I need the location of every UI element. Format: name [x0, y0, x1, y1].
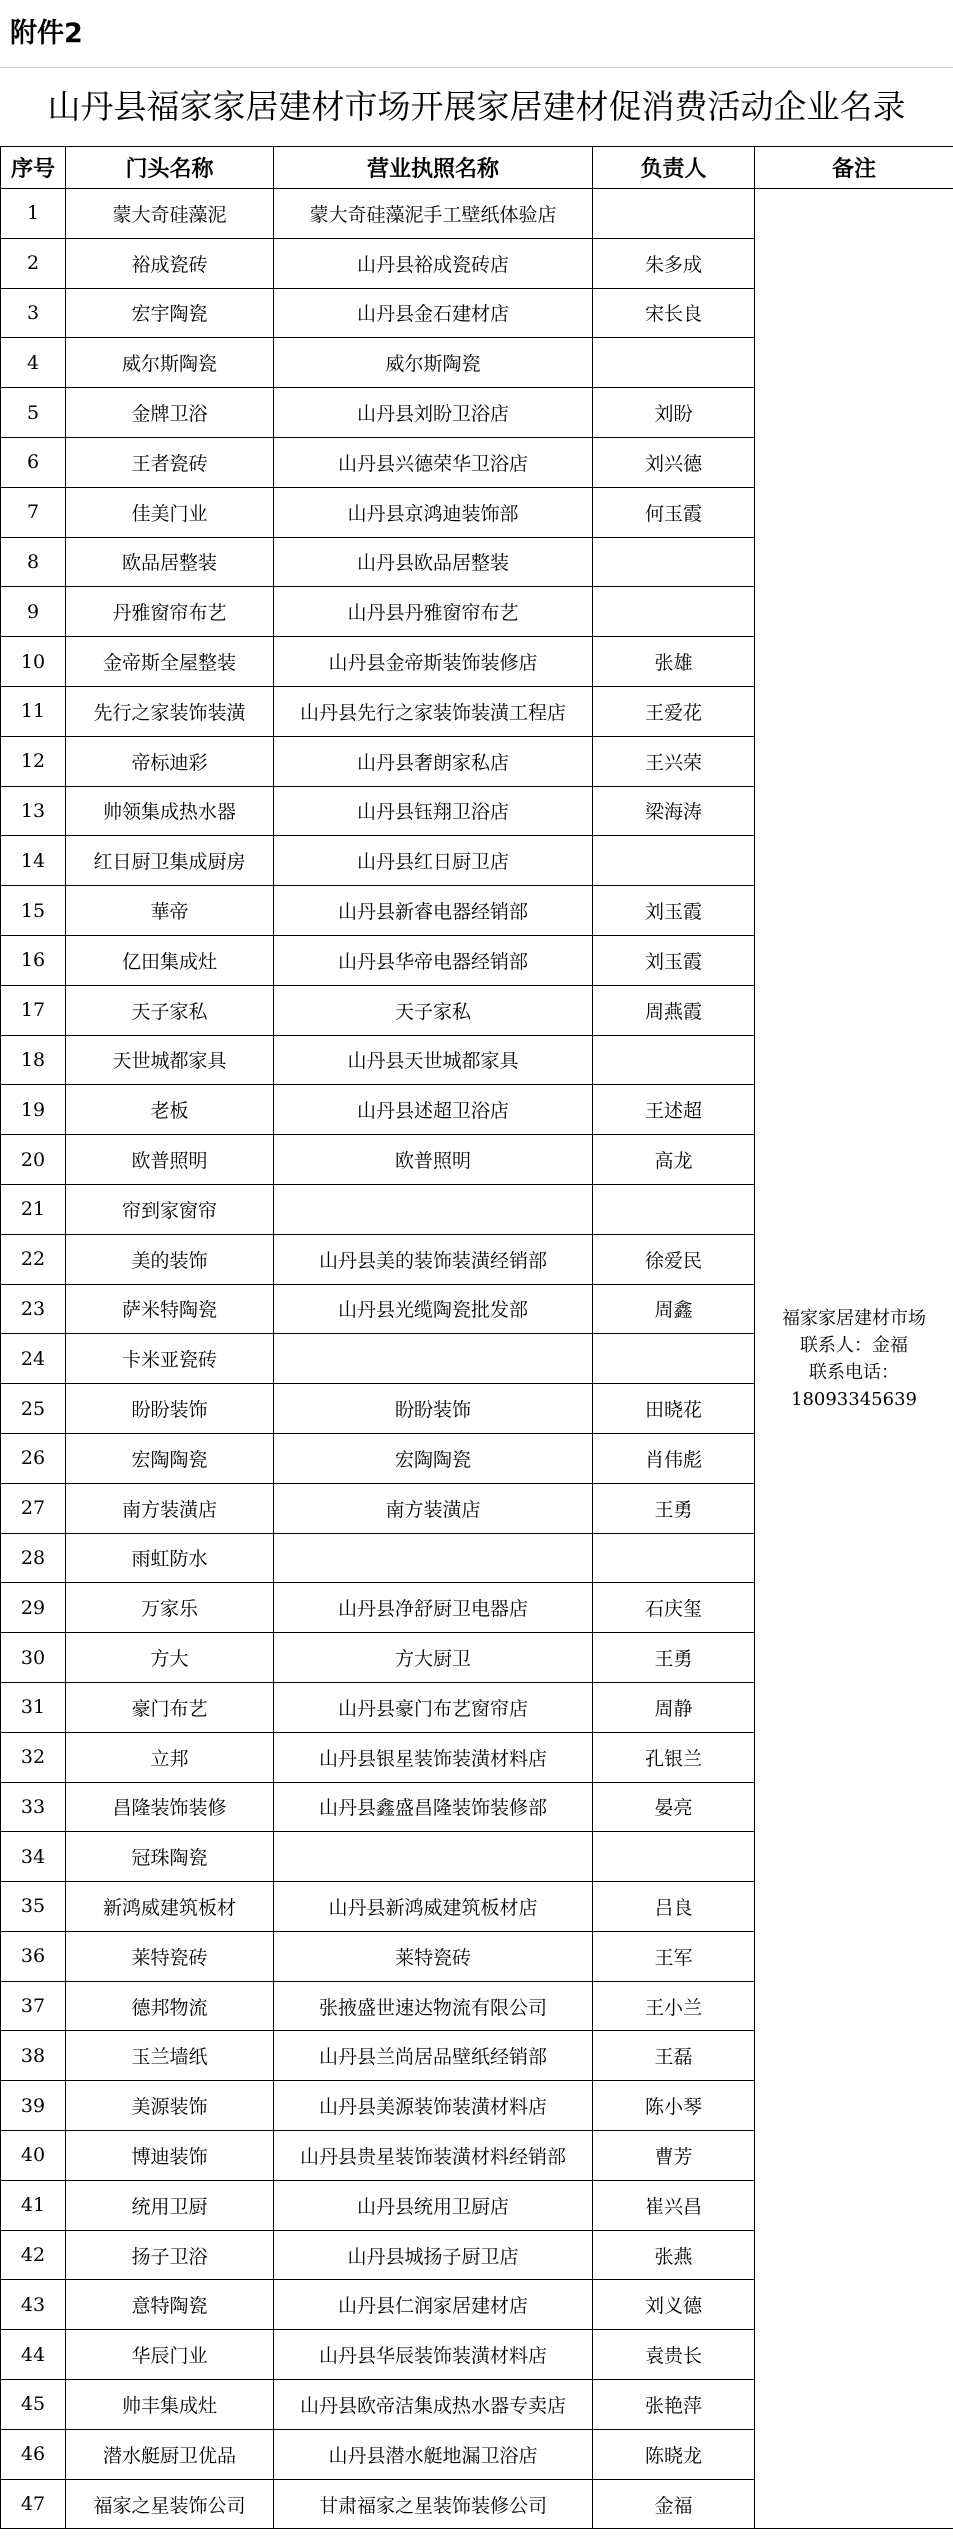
- note-line3: 联系电话：: [809, 1361, 899, 1383]
- row-seq: 23: [1, 1284, 66, 1334]
- row-owner: 朱多成: [593, 238, 755, 288]
- row-owner: 王述超: [593, 1085, 755, 1135]
- row-shop-name: 亿田集成灶: [66, 935, 274, 985]
- row-shop-name: 蒙大奇硅藻泥: [66, 189, 274, 239]
- row-owner: [593, 537, 755, 587]
- row-shop-name: 万家乐: [66, 1583, 274, 1633]
- header-shop-name: 门头名称: [66, 147, 274, 189]
- row-shop-name: 冠珠陶瓷: [66, 1832, 274, 1882]
- row-license-name: 蒙大奇硅藻泥手工壁纸体验店: [274, 189, 593, 239]
- row-license-name: 张掖盛世速达物流有限公司: [274, 1981, 593, 2031]
- row-seq: 11: [1, 686, 66, 736]
- row-owner: 张燕: [593, 2230, 755, 2280]
- row-seq: 45: [1, 2380, 66, 2430]
- row-owner: [593, 1533, 755, 1583]
- row-shop-name: 立邦: [66, 1732, 274, 1782]
- row-license-name: 山丹县述超卫浴店: [274, 1085, 593, 1135]
- row-shop-name: 王者瓷砖: [66, 437, 274, 487]
- row-seq: 14: [1, 836, 66, 886]
- row-license-name: 山丹县奢朗家私店: [274, 736, 593, 786]
- row-shop-name: 博迪装饰: [66, 2131, 274, 2181]
- row-shop-name: 華帝: [66, 886, 274, 936]
- row-owner: 陈晓龙: [593, 2429, 755, 2479]
- row-shop-name: 潜水艇厨卫优品: [66, 2429, 274, 2479]
- row-license-name: 山丹县裕成瓷砖店: [274, 238, 593, 288]
- row-shop-name: 宏陶陶瓷: [66, 1433, 274, 1483]
- row-shop-name: 丹雅窗帘布艺: [66, 587, 274, 637]
- row-license-name: 山丹县银星装饰装潢材料店: [274, 1732, 593, 1782]
- row-owner: 王小兰: [593, 1981, 755, 2031]
- row-owner: 王军: [593, 1931, 755, 1981]
- row-license-name: 山丹县净舒厨卫电器店: [274, 1583, 593, 1633]
- table-body: [1, 189, 953, 2529]
- row-owner: 周静: [593, 1682, 755, 1732]
- row-owner: 刘玉霞: [593, 935, 755, 985]
- row-owner: 晏亮: [593, 1782, 755, 1832]
- row-owner: 王磊: [593, 2031, 755, 2081]
- row-owner: [593, 1334, 755, 1384]
- row-license-name: 欧普照明: [274, 1135, 593, 1185]
- row-seq: 18: [1, 1035, 66, 1085]
- row-owner: [593, 1184, 755, 1234]
- row-license-name: [274, 1184, 593, 1234]
- row-seq: 39: [1, 2081, 66, 2131]
- attachment-label: 附件2: [0, 0, 953, 68]
- row-license-name: 山丹县豪门布艺窗帘店: [274, 1682, 593, 1732]
- row-seq: 10: [1, 637, 66, 687]
- row-owner: 刘玉霞: [593, 886, 755, 936]
- row-license-name: 山丹县红日厨卫店: [274, 836, 593, 886]
- row-owner: 张艳萍: [593, 2380, 755, 2430]
- row-shop-name: 金牌卫浴: [66, 388, 274, 438]
- row-license-name: 山丹县欧品居整装: [274, 537, 593, 587]
- row-seq: 37: [1, 1981, 66, 2031]
- row-license-name: 山丹县城扬子厨卫店: [274, 2230, 593, 2280]
- row-license-name: 山丹县贵星装饰装潢材料经销部: [274, 2131, 593, 2181]
- row-shop-name: 福家之星装饰公司: [66, 2479, 274, 2529]
- row-license-name: 山丹县天世城都家具: [274, 1035, 593, 1085]
- row-seq: 43: [1, 2280, 66, 2330]
- row-shop-name: 玉兰墙纸: [66, 2031, 274, 2081]
- row-owner: 徐爱民: [593, 1234, 755, 1284]
- row-license-name: [274, 1832, 593, 1882]
- row-shop-name: 帅领集成热水器: [66, 786, 274, 836]
- row-owner: 田晓花: [593, 1384, 755, 1434]
- row-owner: 周燕霞: [593, 985, 755, 1035]
- row-seq: 3: [1, 288, 66, 338]
- row-owner: 陈小琴: [593, 2081, 755, 2131]
- row-license-name: 山丹县京鸿迪装饰部: [274, 487, 593, 537]
- row-shop-name: 宏宇陶瓷: [66, 288, 274, 338]
- row-seq: 15: [1, 886, 66, 936]
- row-seq: 21: [1, 1184, 66, 1234]
- row-license-name: 天子家私: [274, 985, 593, 1035]
- row-license-name: 山丹县潜水艇地漏卫浴店: [274, 2429, 593, 2479]
- row-shop-name: 老板: [66, 1085, 274, 1135]
- row-owner: 周鑫: [593, 1284, 755, 1334]
- row-shop-name: 金帝斯全屋整装: [66, 637, 274, 687]
- row-shop-name: 美源装饰: [66, 2081, 274, 2131]
- row-seq: 19: [1, 1085, 66, 1135]
- row-owner: 金福: [593, 2479, 755, 2529]
- row-seq: 31: [1, 1682, 66, 1732]
- row-license-name: 山丹县刘盼卫浴店: [274, 388, 593, 438]
- row-shop-name: 莱特瓷砖: [66, 1931, 274, 1981]
- row-shop-name: 帅丰集成灶: [66, 2380, 274, 2430]
- row-owner: 曹芳: [593, 2131, 755, 2181]
- enterprise-table: [0, 146, 953, 2529]
- row-license-name: [274, 1334, 593, 1384]
- row-seq: 32: [1, 1732, 66, 1782]
- row-license-name: [274, 1533, 593, 1583]
- note-line4: 18093345639: [791, 1388, 917, 1410]
- row-owner: 王勇: [593, 1483, 755, 1533]
- note-line2: 联系人：金福: [800, 1334, 908, 1356]
- row-owner: [593, 1832, 755, 1882]
- row-owner: 刘兴德: [593, 437, 755, 487]
- row-owner: [593, 338, 755, 388]
- row-seq: 5: [1, 388, 66, 438]
- row-shop-name: 意特陶瓷: [66, 2280, 274, 2330]
- row-shop-name: 华辰门业: [66, 2330, 274, 2380]
- row-license-name: 甘肃福家之星装饰装修公司: [274, 2479, 593, 2529]
- row-seq: 41: [1, 2180, 66, 2230]
- row-seq: 9: [1, 587, 66, 637]
- row-shop-name: 统用卫厨: [66, 2180, 274, 2230]
- row-shop-name: 威尔斯陶瓷: [66, 338, 274, 388]
- row-seq: 35: [1, 1882, 66, 1932]
- table-header-row: [1, 147, 953, 189]
- row-shop-name: 裕成瓷砖: [66, 238, 274, 288]
- header-note: 备注: [755, 147, 953, 189]
- row-seq: 8: [1, 537, 66, 587]
- row-seq: 26: [1, 1433, 66, 1483]
- row-owner: 吕良: [593, 1882, 755, 1932]
- row-shop-name: 豪门布艺: [66, 1682, 274, 1732]
- row-license-name: 莱特瓷砖: [274, 1931, 593, 1981]
- row-shop-name: 盼盼装饰: [66, 1384, 274, 1434]
- row-seq: 17: [1, 985, 66, 1035]
- row-shop-name: 红日厨卫集成厨房: [66, 836, 274, 886]
- row-license-name: 南方装潢店: [274, 1483, 593, 1533]
- row-license-name: 山丹县兰尚居品壁纸经销部: [274, 2031, 593, 2081]
- row-license-name: 山丹县兴德荣华卫浴店: [274, 437, 593, 487]
- row-seq: 7: [1, 487, 66, 537]
- header-seq: 序号: [1, 147, 66, 189]
- row-shop-name: 欧品居整装: [66, 537, 274, 587]
- row-seq: 13: [1, 786, 66, 836]
- row-shop-name: 帘到家窗帘: [66, 1184, 274, 1234]
- row-license-name: 山丹县欧帝洁集成热水器专卖店: [274, 2380, 593, 2430]
- row-shop-name: 萨米特陶瓷: [66, 1284, 274, 1334]
- row-owner: 袁贵长: [593, 2330, 755, 2380]
- row-seq: 20: [1, 1135, 66, 1185]
- row-license-name: 威尔斯陶瓷: [274, 338, 593, 388]
- row-owner: 宋长良: [593, 288, 755, 338]
- row-seq: 47: [1, 2479, 66, 2529]
- row-seq: 1: [1, 189, 66, 239]
- row-shop-name: 佳美门业: [66, 487, 274, 537]
- row-seq: 16: [1, 935, 66, 985]
- row-license-name: 山丹县新睿电器经销部: [274, 886, 593, 936]
- row-seq: 2: [1, 238, 66, 288]
- row-seq: 36: [1, 1931, 66, 1981]
- header-owner: 负责人: [593, 147, 755, 189]
- row-seq: 30: [1, 1633, 66, 1683]
- row-shop-name: 扬子卫浴: [66, 2230, 274, 2280]
- row-license-name: 山丹县光缆陶瓷批发部: [274, 1284, 593, 1334]
- document-title: 山丹县福家家居建材市场开展家居建材促消费活动企业名录: [47, 87, 906, 126]
- row-seq: 28: [1, 1533, 66, 1583]
- row-owner: 何玉霞: [593, 487, 755, 537]
- header-license-name: 营业执照名称: [274, 147, 593, 189]
- row-seq: 27: [1, 1483, 66, 1533]
- row-shop-name: 德邦物流: [66, 1981, 274, 2031]
- row-shop-name: 帝标迪彩: [66, 736, 274, 786]
- row-license-name: 山丹县美源装饰装潢材料店: [274, 2081, 593, 2131]
- row-seq: 12: [1, 736, 66, 786]
- row-license-name: 山丹县鑫盛昌隆装饰装修部: [274, 1782, 593, 1832]
- row-license-name: 山丹县钰翔卫浴店: [274, 786, 593, 836]
- row-seq: 6: [1, 437, 66, 487]
- row-owner: 刘义德: [593, 2280, 755, 2330]
- row-owner: [593, 836, 755, 886]
- row-license-name: 山丹县丹雅窗帘布艺: [274, 587, 593, 637]
- row-owner: 王兴荣: [593, 736, 755, 786]
- row-owner: 刘盼: [593, 388, 755, 438]
- row-owner: [593, 189, 755, 239]
- note-cell: [755, 189, 953, 2529]
- row-seq: 40: [1, 2131, 66, 2181]
- row-seq: 4: [1, 338, 66, 388]
- row-shop-name: 天子家私: [66, 985, 274, 1035]
- row-seq: 46: [1, 2429, 66, 2479]
- row-shop-name: 雨虹防水: [66, 1533, 274, 1583]
- row-owner: 孔银兰: [593, 1732, 755, 1782]
- row-license-name: 盼盼装饰: [274, 1384, 593, 1434]
- row-shop-name: 美的装饰: [66, 1234, 274, 1284]
- row-license-name: 山丹县金石建材店: [274, 288, 593, 338]
- row-license-name: 山丹县先行之家装饰装潢工程店: [274, 686, 593, 736]
- row-owner: 石庆玺: [593, 1583, 755, 1633]
- row-license-name: 山丹县美的装饰装潢经销部: [274, 1234, 593, 1284]
- row-license-name: 山丹县仁润家居建材店: [274, 2280, 593, 2330]
- row-license-name: 山丹县华帝电器经销部: [274, 935, 593, 985]
- row-seq: 24: [1, 1334, 66, 1384]
- row-owner: [593, 587, 755, 637]
- row-license-name: 山丹县新鸿威建筑板材店: [274, 1882, 593, 1932]
- row-shop-name: 方大: [66, 1633, 274, 1683]
- row-shop-name: 天世城都家具: [66, 1035, 274, 1085]
- row-shop-name: 南方装潢店: [66, 1483, 274, 1533]
- row-owner: 王勇: [593, 1633, 755, 1683]
- row-license-name: 宏陶陶瓷: [274, 1433, 593, 1483]
- row-owner: 梁海涛: [593, 786, 755, 836]
- note-line1: 福家家居建材市场: [782, 1307, 926, 1329]
- row-owner: 王爱花: [593, 686, 755, 736]
- row-seq: 33: [1, 1782, 66, 1832]
- row-license-name: 山丹县华辰装饰装潢材料店: [274, 2330, 593, 2380]
- row-seq: 44: [1, 2330, 66, 2380]
- row-owner: 高龙: [593, 1135, 755, 1185]
- row-owner: 张雄: [593, 637, 755, 687]
- row-shop-name: 先行之家装饰装潢: [66, 686, 274, 736]
- row-owner: [593, 1035, 755, 1085]
- row-shop-name: 新鸿威建筑板材: [66, 1882, 274, 1932]
- table-row: [1, 189, 953, 239]
- row-license-name: 山丹县金帝斯装饰装修店: [274, 637, 593, 687]
- row-shop-name: 卡米亚瓷砖: [66, 1334, 274, 1384]
- row-owner: 肖伟彪: [593, 1433, 755, 1483]
- row-seq: 22: [1, 1234, 66, 1284]
- row-seq: 42: [1, 2230, 66, 2280]
- row-shop-name: 昌隆装饰装修: [66, 1782, 274, 1832]
- row-license-name: 山丹县统用卫厨店: [274, 2180, 593, 2230]
- row-owner: 崔兴昌: [593, 2180, 755, 2230]
- row-seq: 29: [1, 1583, 66, 1633]
- row-seq: 34: [1, 1832, 66, 1882]
- row-seq: 25: [1, 1384, 66, 1434]
- row-shop-name: 欧普照明: [66, 1135, 274, 1185]
- row-license-name: 方大厨卫: [274, 1633, 593, 1683]
- row-seq: 38: [1, 2031, 66, 2081]
